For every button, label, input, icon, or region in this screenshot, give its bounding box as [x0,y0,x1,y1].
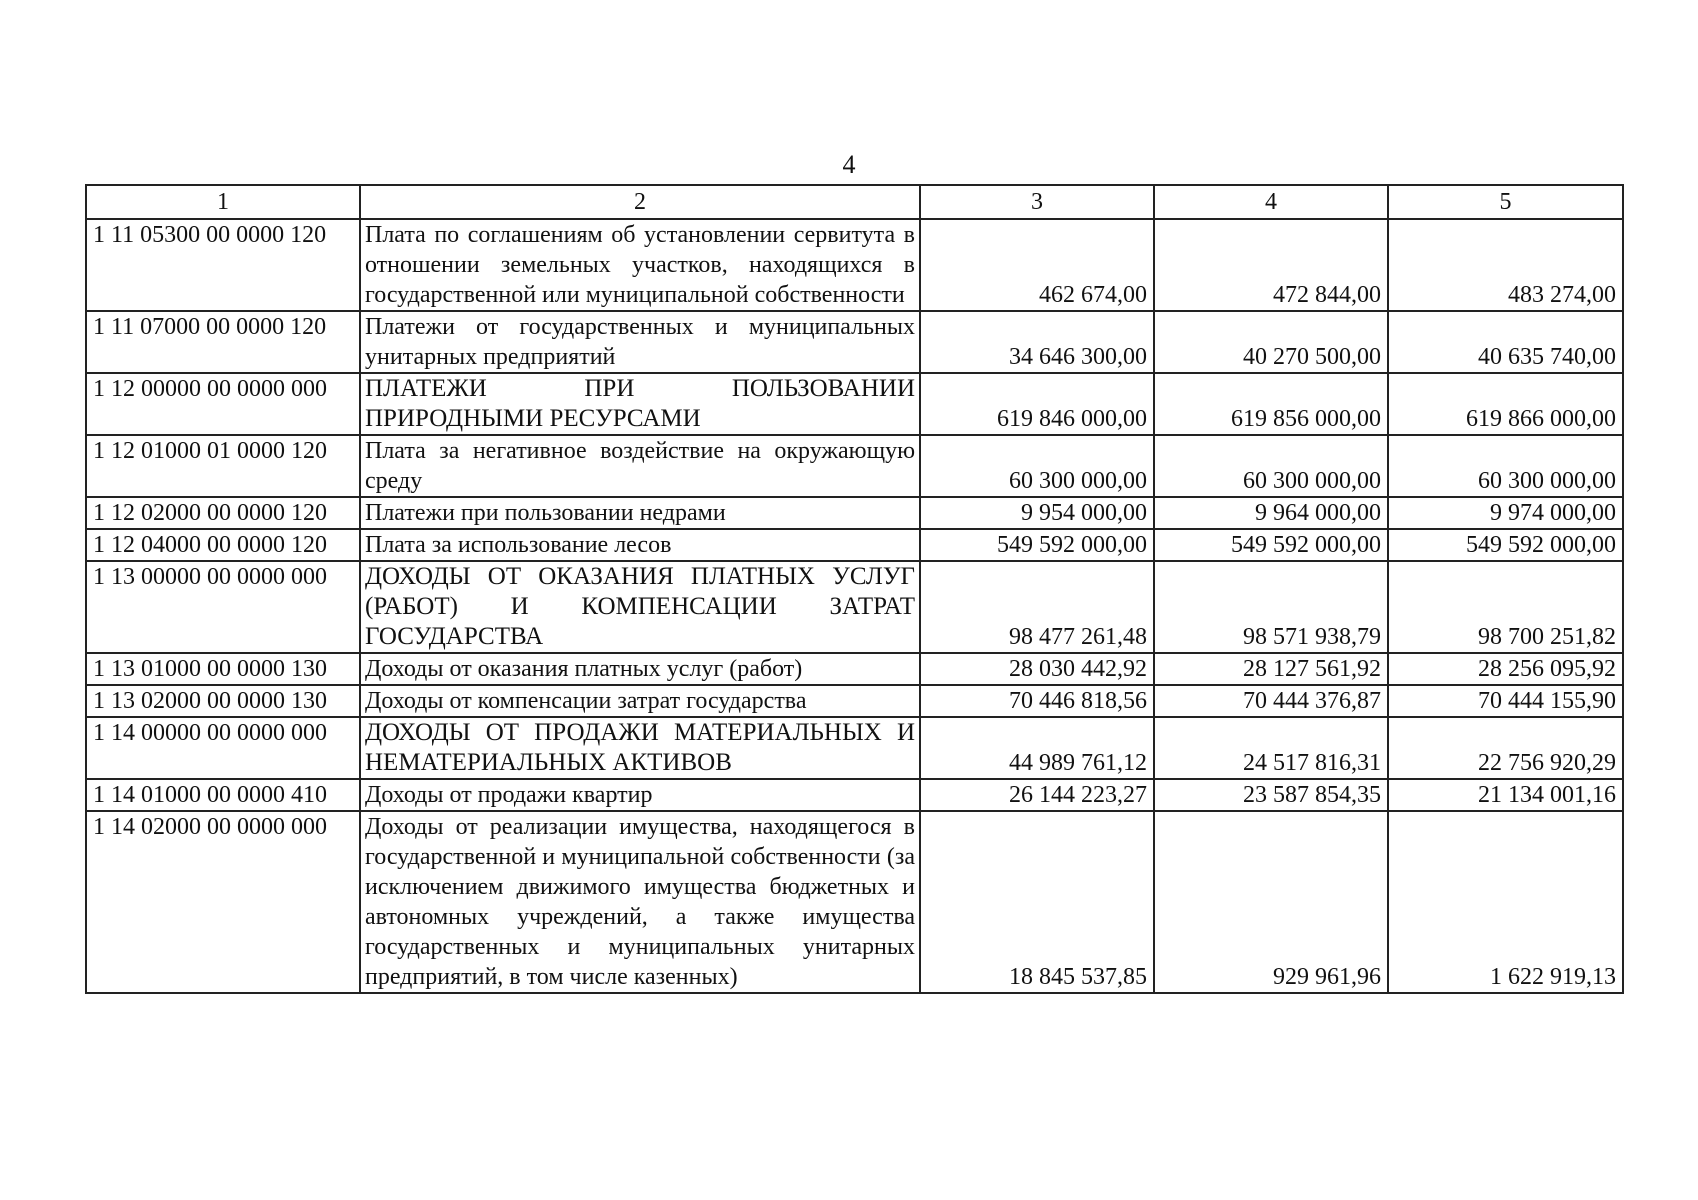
amount-col4-cell: 28 127 561,92 [1154,653,1388,685]
income-name-cell: ДОХОДЫ ОТ ПРОДАЖИ МАТЕРИАЛЬНЫХ И НЕМАТЕРИАЛЬНЫХ АКТИВОВ [360,717,920,779]
budget-code-cell: 1 12 02000 00 0000 120 [86,497,360,529]
income-name-cell: ПЛАТЕЖИ ПРИ ПОЛЬЗОВАНИИ ПРИРОДНЫМИ РЕСУРСАМИ [360,373,920,435]
amount-col5-cell: 60 300 000,00 [1388,435,1623,497]
table-row [86,529,1623,561]
column-header: 2 [360,185,920,219]
amount-col4-cell: 70 444 376,87 [1154,685,1388,717]
budget-code-cell: 1 12 01000 01 0000 120 [86,435,360,497]
table-row [86,497,1623,529]
income-name-cell: Доходы от продажи квартир [360,779,920,811]
amount-col4-cell: 929 961,96 [1154,811,1388,993]
income-name-cell: Плата по соглашениям об установлении сервитута в отношении земельных участков, находящихся в государственной или муниципальной собственности [360,219,920,311]
column-header: 4 [1154,185,1388,219]
amount-col3-cell: 98 477 261,48 [920,561,1154,653]
column-header: 1 [86,185,360,219]
income-name-cell: Доходы от компенсации затрат государства [360,685,920,717]
amount-col5-cell: 483 274,00 [1388,219,1623,311]
table-row [86,685,1623,717]
income-name-cell: Платежи от государственных и муниципальных унитарных предприятий [360,311,920,373]
table-row [86,779,1623,811]
table-row [86,219,1623,311]
table-row [86,811,1623,993]
amount-col5-cell: 619 866 000,00 [1388,373,1623,435]
budget-code-cell: 1 13 02000 00 0000 130 [86,685,360,717]
amount-col5-cell: 9 974 000,00 [1388,497,1623,529]
table-header-row [86,185,1623,219]
amount-col3-cell: 60 300 000,00 [920,435,1154,497]
amount-col3-cell: 18 845 537,85 [920,811,1154,993]
table-row [86,561,1623,653]
table-row [86,311,1623,373]
amount-col5-cell: 549 592 000,00 [1388,529,1623,561]
amount-col4-cell: 24 517 816,31 [1154,717,1388,779]
amount-col3-cell: 34 646 300,00 [920,311,1154,373]
amount-col3-cell: 462 674,00 [920,219,1154,311]
budget-code-cell: 1 13 01000 00 0000 130 [86,653,360,685]
amount-col3-cell: 619 846 000,00 [920,373,1154,435]
amount-col3-cell: 28 030 442,92 [920,653,1154,685]
budget-code-cell: 1 13 00000 00 0000 000 [86,561,360,653]
budget-code-cell: 1 14 00000 00 0000 000 [86,717,360,779]
income-name-cell: Доходы от оказания платных услуг (работ) [360,653,920,685]
budget-table [85,184,1624,994]
amount-col5-cell: 1 622 919,13 [1388,811,1623,993]
budget-code-cell: 1 14 01000 00 0000 410 [86,779,360,811]
column-header: 3 [920,185,1154,219]
amount-col3-cell: 9 954 000,00 [920,497,1154,529]
amount-col5-cell: 70 444 155,90 [1388,685,1623,717]
amount-col3-cell: 70 446 818,56 [920,685,1154,717]
amount-col4-cell: 472 844,00 [1154,219,1388,311]
amount-col3-cell: 26 144 223,27 [920,779,1154,811]
amount-col4-cell: 9 964 000,00 [1154,497,1388,529]
amount-col5-cell: 40 635 740,00 [1388,311,1623,373]
column-header: 5 [1388,185,1623,219]
amount-col4-cell: 60 300 000,00 [1154,435,1388,497]
amount-col5-cell: 98 700 251,82 [1388,561,1623,653]
income-name-cell: Доходы от реализации имущества, находящегося в государственной и муниципальной собственности (за исключением движимого имущества бюджетных и автономных учреждений, а также имущества государственных и муниципальных унитарных предприятий, в том числе казенных) [360,811,920,993]
amount-col4-cell: 23 587 854,35 [1154,779,1388,811]
income-name-cell: ДОХОДЫ ОТ ОКАЗАНИЯ ПЛАТНЫХ УСЛУГ (РАБОТ) И КОМПЕНСАЦИИ ЗАТРАТ ГОСУДАРСТВА [360,561,920,653]
amount-col4-cell: 98 571 938,79 [1154,561,1388,653]
budget-code-cell: 1 11 07000 00 0000 120 [86,311,360,373]
amount-col4-cell: 619 856 000,00 [1154,373,1388,435]
table-row [86,717,1623,779]
income-name-cell: Платежи при пользовании недрами [360,497,920,529]
budget-code-cell: 1 11 05300 00 0000 120 [86,219,360,311]
budget-code-cell: 1 14 02000 00 0000 000 [86,811,360,993]
table-row [86,435,1623,497]
income-name-cell: Плата за использование лесов [360,529,920,561]
income-name-cell: Плата за негативное воздействие на окружающую среду [360,435,920,497]
amount-col5-cell: 28 256 095,92 [1388,653,1623,685]
amount-col5-cell: 22 756 920,29 [1388,717,1623,779]
amount-col4-cell: 40 270 500,00 [1154,311,1388,373]
table-row [86,653,1623,685]
amount-col5-cell: 21 134 001,16 [1388,779,1623,811]
table-row [86,373,1623,435]
amount-col4-cell: 549 592 000,00 [1154,529,1388,561]
amount-col3-cell: 44 989 761,12 [920,717,1154,779]
budget-code-cell: 1 12 04000 00 0000 120 [86,529,360,561]
amount-col3-cell: 549 592 000,00 [920,529,1154,561]
page-number: 4 [842,150,856,179]
budget-code-cell: 1 12 00000 00 0000 000 [86,373,360,435]
